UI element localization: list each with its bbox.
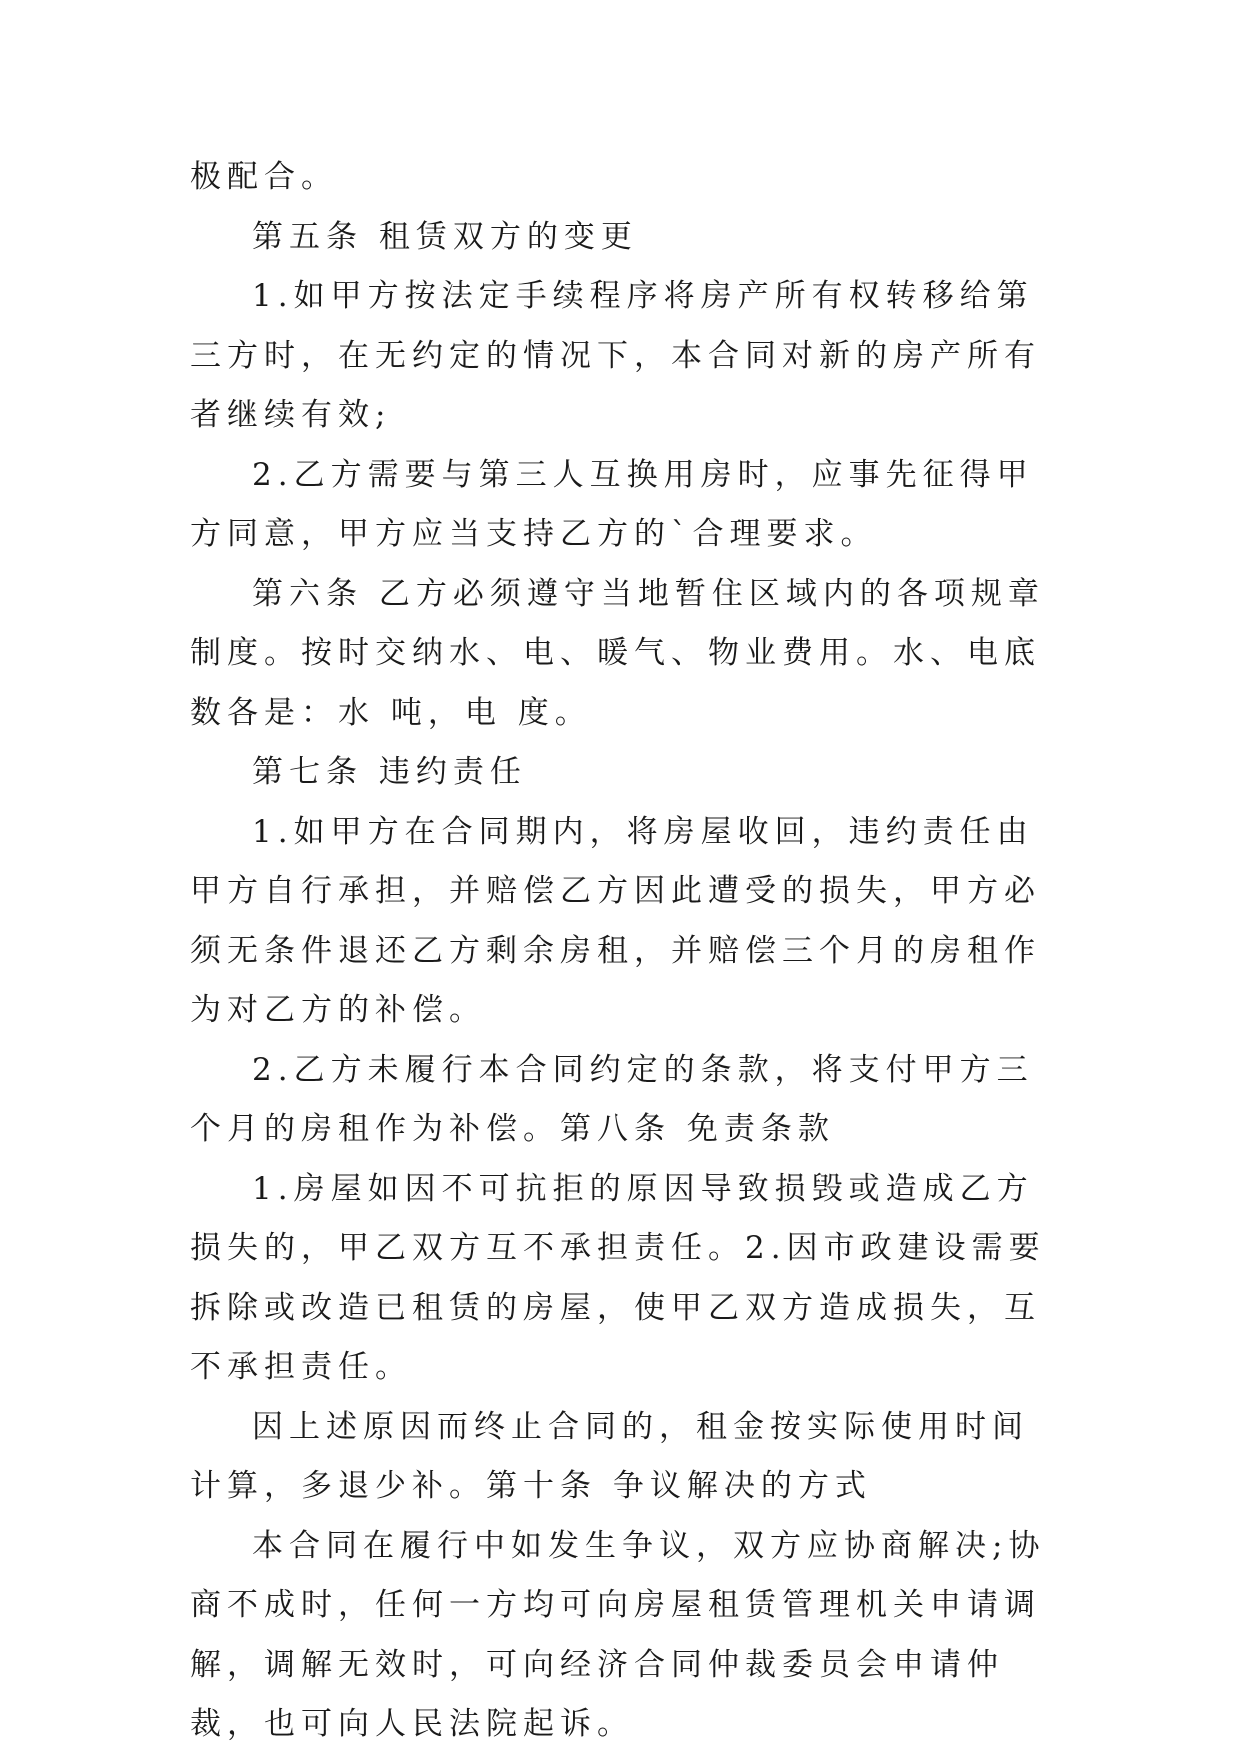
article-5-clause-1: 1.如甲方按法定手续程序将房产所有权转移给第三方时，在无约定的情况下，本合同对新的房产所有者继续有效; [190,278,1041,433]
article-6: 第六条 乙方必须遵守当地暂住区域内的各项规章制度。按时交纳水、电、暖气、物业费用。水、电底数各是：水 吨，电 度。 [190,575,1045,731]
article-8-clause-1: 1.房屋如因不可抗拒的原因导致损毁或造成乙方损失的，甲乙双方互不承担责任。2.因市政建设需要拆除或改造已租赁的房屋，使甲乙双方造成损失，互不承担责任。 [190,1170,1046,1385]
article-5-clause-2: 2.乙方需要与第三人互换用房时，应事先征得甲方同意，甲方应当支持乙方的`合理要求。 [190,456,1034,552]
article-7-clause-1: 1.如甲方在合同期内，将房屋收回，违约责任由甲方自行承担，并赔偿乙方因此遭受的损失，甲方必须无条件退还乙方剩余房租，并赔偿三个月的房租作为对乙方的补偿。 [190,813,1041,1028]
dispute-resolution-paragraph: 本合同在履行中如发生争议，双方应协商解决;协商不成时，任何一方均可向房屋租赁管理机关申请调解，调解无效时，可向经济合同仲裁委员会申请仲裁，也可向人民法院起诉。 [190,1527,1046,1742]
article-7-heading: 第七条 违约责任 [252,754,527,790]
article-7-clause-2: 2.乙方未履行本合同约定的条款，将支付甲方三个月的房租作为补偿。第八条 免责条款 [190,1051,1034,1147]
article-5-heading: 第五条 租赁双方的变更 [252,218,638,255]
termination-paragraph: 因上述原因而终止合同的，租金按实际使用时间计算，多退少补。第十条 争议解决的方式 [190,1408,1029,1504]
document-body [190,148,1050,1755]
paragraph-continuation: 极配合。 [190,159,338,195]
